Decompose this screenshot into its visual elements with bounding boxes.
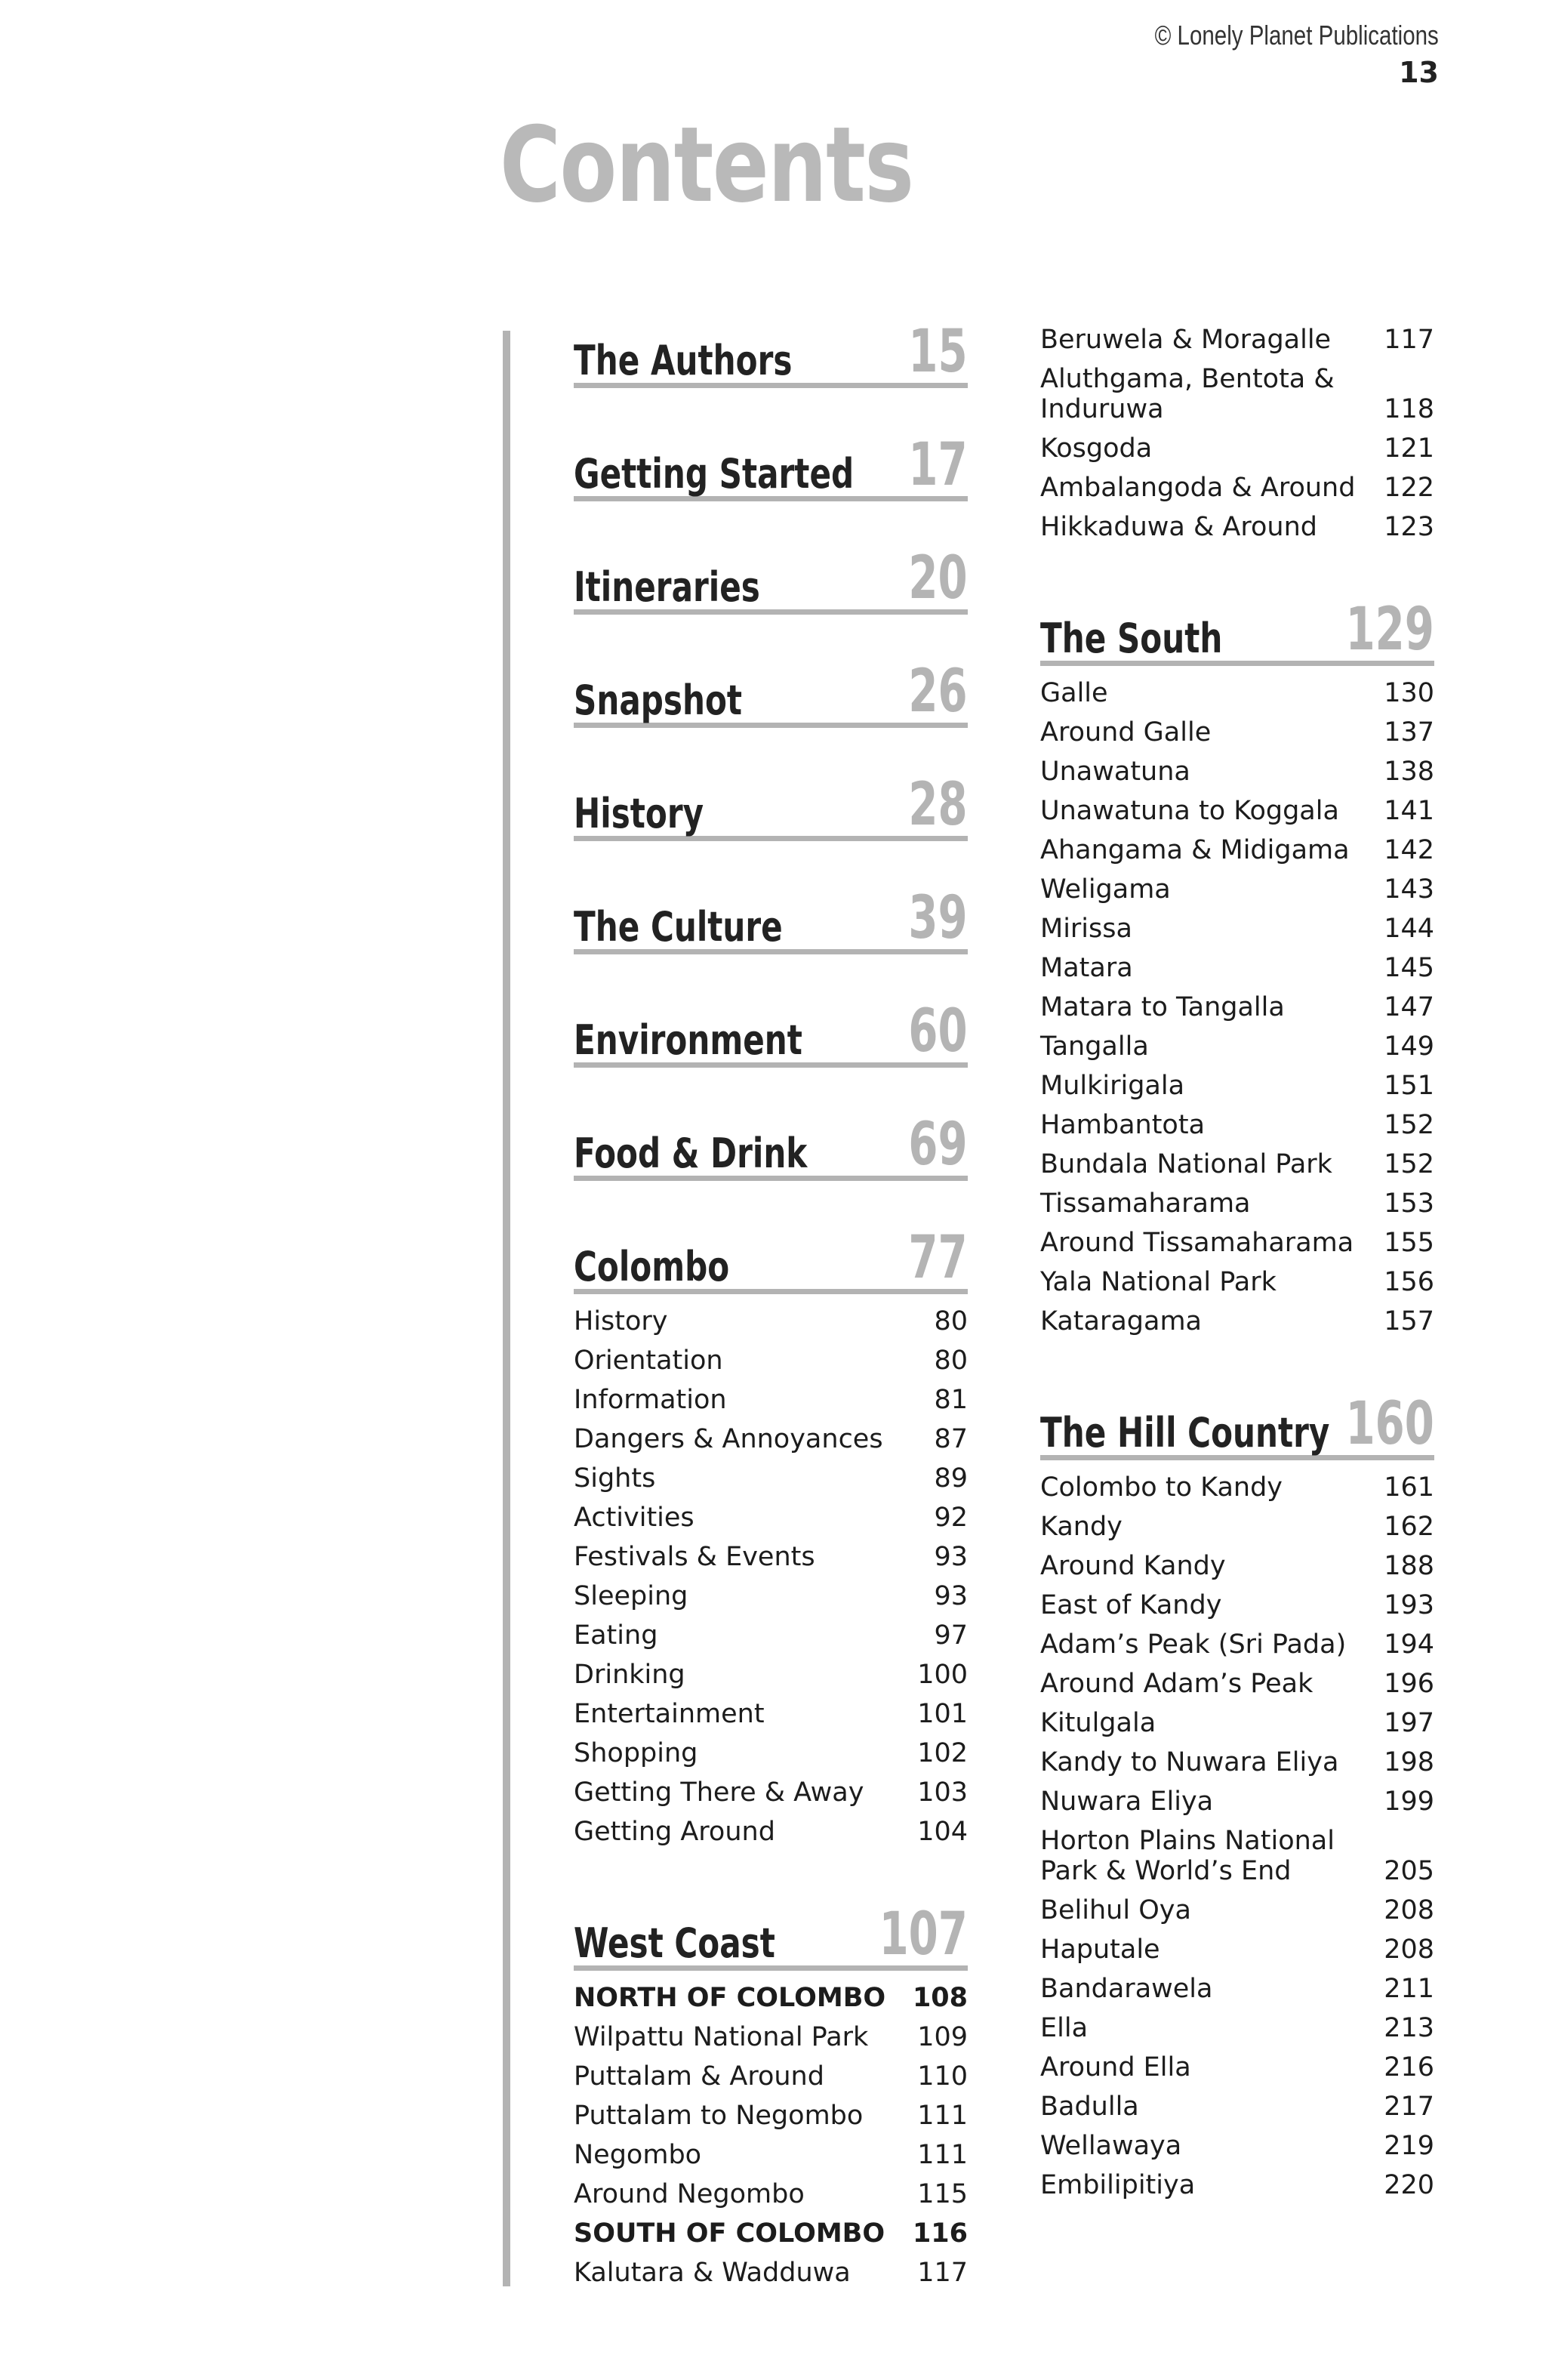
chapter-page-number: 107 — [879, 1901, 968, 1968]
toc-entry[interactable] — [574, 1346, 968, 1376]
entry-label: Around Tissamaharama — [1040, 1228, 1354, 1258]
entry-label: Nuwara Eliya — [1040, 1787, 1214, 1817]
chapter-title: The South — [1040, 615, 1223, 662]
entry-page-number: 220 — [1384, 2170, 1434, 2200]
toc-entry[interactable] — [574, 1385, 968, 1415]
toc-entry[interactable] — [1040, 1110, 1434, 1140]
entry-page-number: 143 — [1384, 874, 1434, 905]
entry-page-number: 145 — [1384, 953, 1434, 983]
entry-label: Unawatuna — [1040, 757, 1190, 787]
entry-page-number: 149 — [1384, 1031, 1434, 1062]
toc-entry[interactable] — [574, 1777, 968, 1808]
toc-entry[interactable] — [1040, 1787, 1434, 1817]
toc-entry[interactable] — [574, 2022, 968, 2052]
chapter-heading[interactable] — [574, 997, 968, 1068]
toc-entry[interactable] — [574, 1660, 968, 1690]
entry-page-number: 205 — [1384, 1856, 1434, 1886]
entry-page-number: 80 — [934, 1306, 968, 1336]
entry-label: Galle — [1040, 678, 1108, 708]
entry-label: Puttalam & Around — [574, 2061, 824, 2092]
entry-label: Kalutara & Wadduwa — [574, 2258, 851, 2288]
spacer — [574, 1294, 968, 1306]
entry-label: Matara to Tangalla — [1040, 992, 1285, 1022]
chapter-title: Itineraries — [574, 563, 760, 611]
entry-label: Horton Plains National Park & World’s End — [1040, 1826, 1335, 1886]
entry-label: Kataragama — [1040, 1306, 1202, 1336]
entry-label: Bandarawela — [1040, 1974, 1213, 2004]
toc-entry[interactable] — [1040, 1895, 1434, 1925]
entry-label: Kitulgala — [1040, 1708, 1156, 1738]
entry-page-number: 123 — [1384, 512, 1434, 542]
spacer — [574, 1971, 968, 1983]
entry-page-number: 217 — [1384, 2092, 1434, 2122]
entry-label: Colombo to Kandy — [1040, 1472, 1283, 1503]
entry-label: NORTH OF COLOMBO — [574, 1983, 886, 2013]
entry-page-number: 93 — [934, 1581, 968, 1611]
toc-entry[interactable] — [1040, 2170, 1434, 2200]
entry-page-number: 153 — [1384, 1188, 1434, 1219]
entry-label: Beruwela & Moragalle — [1040, 325, 1332, 355]
entry-label: Negombo — [574, 2140, 702, 2170]
entry-label: Unawatuna to Koggala — [1040, 796, 1339, 826]
chapter-title: The Authors — [574, 337, 793, 384]
left-column — [574, 318, 968, 2297]
chapter-title: The Hill Country — [1040, 1409, 1330, 1457]
entry-page-number: 80 — [934, 1346, 968, 1376]
entry-label: Mirissa — [1040, 914, 1132, 944]
entry-label: Tangalla — [1040, 1031, 1149, 1062]
entry-page-number: 152 — [1384, 1149, 1434, 1179]
chapter-title: The Culture — [574, 903, 783, 951]
toc-entry[interactable] — [1040, 364, 1434, 424]
entry-label: Yala National Park — [1040, 1267, 1277, 1297]
entry-label: Puttalam to Negombo — [574, 2101, 864, 2131]
toc-entry[interactable] — [1040, 1669, 1434, 1699]
toc-entry[interactable] — [1040, 2052, 1434, 2082]
entry-page-number: 198 — [1384, 1747, 1434, 1777]
entry-page-number: 142 — [1384, 835, 1434, 865]
toc-entry[interactable] — [1040, 914, 1434, 944]
entry-page-number: 157 — [1384, 1306, 1434, 1336]
toc-entry[interactable] — [1040, 1306, 1434, 1336]
entry-label: Kandy — [1040, 1512, 1123, 1542]
chapter-page-number: 129 — [1345, 596, 1434, 664]
entry-label: Kandy to Nuwara Eliya — [1040, 1747, 1339, 1777]
toc-entry[interactable] — [574, 1699, 968, 1729]
toc-entry[interactable] — [574, 1817, 968, 1847]
toc-entry[interactable] — [574, 2179, 968, 2209]
entry-label: Dangers & Annoyances — [574, 1424, 883, 1454]
toc-entry[interactable] — [574, 1581, 968, 1611]
toc-entry[interactable] — [1040, 1935, 1434, 1965]
entry-label: Shopping — [574, 1738, 698, 1768]
entry-label: Haputale — [1040, 1935, 1160, 1965]
entry-page-number: 137 — [1384, 717, 1434, 748]
entry-page-number: 162 — [1384, 1512, 1434, 1542]
spacer — [1040, 1460, 1434, 1472]
chapter-title: Getting Started — [574, 450, 855, 498]
entry-page-number: 161 — [1384, 1472, 1434, 1503]
entry-label: Matara — [1040, 953, 1133, 983]
toc-entry[interactable] — [1040, 953, 1434, 983]
toc-entry[interactable] — [1040, 874, 1434, 905]
entry-label: Around Ella — [1040, 2052, 1191, 2082]
entry-label: Hambantota — [1040, 1110, 1206, 1140]
toc-entry[interactable] — [574, 1542, 968, 1572]
entry-page-number: 101 — [917, 1699, 968, 1729]
entry-label: Drinking — [574, 1660, 685, 1690]
entry-label: East of Kandy — [1040, 1590, 1222, 1620]
entry-page-number: 108 — [912, 1983, 968, 2013]
entry-page-number: 208 — [1384, 1895, 1434, 1925]
entry-label: SOUTH OF COLOMBO — [574, 2218, 885, 2249]
toc-entry[interactable] — [1040, 1551, 1434, 1581]
entry-page-number: 216 — [1384, 2052, 1434, 2082]
toc-entry[interactable] — [1040, 1708, 1434, 1738]
toc-entry[interactable] — [1040, 2092, 1434, 2122]
entry-label: Mulkirigala — [1040, 1071, 1185, 1101]
chapter-page-number: 26 — [908, 658, 968, 726]
toc-entry[interactable] — [574, 1738, 968, 1768]
chapter-heading[interactable] — [574, 884, 968, 954]
chapter-title: Environment — [574, 1016, 802, 1064]
entry-page-number: 199 — [1384, 1787, 1434, 1817]
entry-label: Orientation — [574, 1346, 723, 1376]
toc-entry[interactable] — [1040, 1826, 1434, 1886]
entry-page-number: 151 — [1384, 1071, 1434, 1101]
entry-label: Kosgoda — [1040, 433, 1153, 464]
chapter-title: Food & Drink — [574, 1130, 808, 1177]
toc-entry[interactable] — [574, 1424, 968, 1454]
entry-label: Adam’s Peak (Sri Pada) — [1040, 1629, 1347, 1660]
entry-page-number: 93 — [934, 1542, 968, 1572]
entry-page-number: 103 — [917, 1777, 968, 1808]
entry-page-number: 116 — [912, 2218, 968, 2249]
entry-label: Tissamaharama — [1040, 1188, 1251, 1219]
toc-entry[interactable] — [1040, 1974, 1434, 2004]
entry-label: Ahangama & Midigama — [1040, 835, 1350, 865]
toc-entry[interactable] — [1040, 473, 1434, 503]
entry-label: Around Kandy — [1040, 1551, 1226, 1581]
entry-page-number: 188 — [1384, 1551, 1434, 1581]
toc-entry[interactable] — [1040, 433, 1434, 464]
entry-label: Ambalangoda & Around — [1040, 473, 1356, 503]
right-column — [1040, 325, 1434, 2209]
entry-page-number: 117 — [1384, 325, 1434, 355]
toc-entry[interactable] — [1040, 1149, 1434, 1179]
entry-page-number: 104 — [917, 1817, 968, 1847]
chapter-heading[interactable] — [574, 1224, 968, 1294]
entry-page-number: 141 — [1384, 796, 1434, 826]
entry-page-number: 97 — [934, 1620, 968, 1651]
entry-page-number: 115 — [917, 2179, 968, 2209]
entry-page-number: 102 — [917, 1738, 968, 1768]
chapter-heading[interactable] — [574, 658, 968, 728]
entry-page-number: 144 — [1384, 914, 1434, 944]
toc-entry[interactable] — [1040, 757, 1434, 787]
toc-entry[interactable] — [1040, 1188, 1434, 1219]
entry-page-number: 197 — [1384, 1708, 1434, 1738]
chapter-heading[interactable] — [574, 1111, 968, 1181]
entry-page-number: 193 — [1384, 1590, 1434, 1620]
entry-label: Sights — [574, 1463, 656, 1494]
entry-label: Badulla — [1040, 2092, 1139, 2122]
entry-label: Sleeping — [574, 1581, 688, 1611]
toc-entry[interactable] — [574, 2101, 968, 2131]
entry-label: Aluthgama, Bentota & Induruwa — [1040, 364, 1335, 424]
chapter-title: Snapshot — [574, 677, 743, 724]
entry-page-number: 213 — [1384, 2013, 1434, 2043]
chapter-page-number: 15 — [908, 318, 968, 386]
entry-label: Wellawaya — [1040, 2131, 1182, 2161]
toc-entry[interactable] — [574, 2061, 968, 2092]
entry-label: Information — [574, 1385, 727, 1415]
entry-page-number: 122 — [1384, 473, 1434, 503]
chapter-heading[interactable] — [1040, 1390, 1434, 1460]
toc-entry[interactable] — [1040, 2013, 1434, 2043]
chapter-heading[interactable] — [574, 771, 968, 841]
entry-label: Getting Around — [574, 1817, 775, 1847]
entry-page-number: 147 — [1384, 992, 1434, 1022]
toc-entry[interactable] — [1040, 796, 1434, 826]
entry-page-number: 121 — [1384, 433, 1434, 464]
entry-page-number: 155 — [1384, 1228, 1434, 1258]
toc-entry[interactable] — [1040, 512, 1434, 542]
toc-entry[interactable] — [1040, 1031, 1434, 1062]
entry-page-number: 194 — [1384, 1629, 1434, 1660]
toc-entry[interactable] — [1040, 1629, 1434, 1660]
toc-entry[interactable] — [1040, 1747, 1434, 1777]
toc-entry[interactable] — [574, 1503, 968, 1533]
entry-label: Getting There & Away — [574, 1777, 864, 1808]
entry-label: History — [574, 1306, 668, 1336]
page-number: 13 — [1399, 56, 1439, 89]
entry-page-number: 111 — [917, 2140, 968, 2170]
entry-label: Weligama — [1040, 874, 1171, 905]
chapter-page-number: 17 — [908, 431, 968, 499]
page-title: Contents — [500, 104, 913, 226]
toc-entry[interactable] — [574, 2140, 968, 2170]
toc-entry[interactable] — [1040, 325, 1434, 355]
entry-page-number: 87 — [934, 1424, 968, 1454]
entry-label: Eating — [574, 1620, 658, 1651]
spacer — [1040, 666, 1434, 678]
entry-label: Activities — [574, 1503, 694, 1533]
entry-page-number: 130 — [1384, 678, 1434, 708]
entry-page-number: 118 — [1384, 394, 1434, 424]
toc-entry[interactable] — [1040, 1267, 1434, 1297]
entry-page-number: 152 — [1384, 1110, 1434, 1140]
toc-entry[interactable] — [574, 1620, 968, 1651]
toc-entry[interactable] — [1040, 2131, 1434, 2161]
entry-page-number: 81 — [934, 1385, 968, 1415]
entry-label: Around Galle — [1040, 717, 1212, 748]
chapter-title: Colombo — [574, 1243, 730, 1290]
toc-entry[interactable] — [1040, 1472, 1434, 1503]
toc-entry[interactable] — [574, 1306, 968, 1336]
entry-label: Around Adam’s Peak — [1040, 1669, 1313, 1699]
entry-label: Festivals & Events — [574, 1542, 815, 1572]
entry-page-number: 111 — [917, 2101, 968, 2131]
toc-entry[interactable] — [1040, 835, 1434, 865]
entry-page-number: 156 — [1384, 1267, 1434, 1297]
chapter-heading[interactable] — [1040, 596, 1434, 666]
entry-page-number: 196 — [1384, 1669, 1434, 1699]
entry-label: Belihul Oya — [1040, 1895, 1191, 1925]
toc-entry[interactable] — [1040, 992, 1434, 1022]
toc-entry[interactable] — [1040, 678, 1434, 708]
toc-entry[interactable] — [574, 2258, 968, 2288]
chapter-heading[interactable] — [574, 1901, 968, 1971]
entry-label: Hikkaduwa & Around — [1040, 512, 1317, 542]
chapter-heading[interactable] — [574, 318, 968, 388]
chapter-page-number: 77 — [908, 1224, 968, 1292]
toc-entry[interactable] — [1040, 1512, 1434, 1542]
chapter-page-number: 39 — [908, 884, 968, 952]
entry-label: Bundala National Park — [1040, 1149, 1332, 1179]
section-subheading[interactable] — [574, 2218, 968, 2249]
entry-page-number: 211 — [1384, 1974, 1434, 2004]
publisher-credit: © Lonely Planet Publications — [1154, 20, 1439, 51]
entry-page-number: 109 — [917, 2022, 968, 2052]
chapter-page-number: 160 — [1345, 1390, 1434, 1458]
vertical-rule — [503, 331, 510, 2286]
entry-page-number: 219 — [1384, 2131, 1434, 2161]
chapter-title: West Coast — [574, 1919, 775, 1967]
entry-label: Wilpattu National Park — [574, 2022, 869, 2052]
entry-label: Around Negombo — [574, 2179, 805, 2209]
chapter-heading[interactable] — [574, 544, 968, 615]
toc-entry[interactable] — [1040, 717, 1434, 748]
toc-entry[interactable] — [1040, 1228, 1434, 1258]
chapter-page-number: 60 — [908, 997, 968, 1065]
entry-page-number: 117 — [917, 2258, 968, 2288]
entry-label: Ella — [1040, 2013, 1089, 2043]
chapter-page-number: 20 — [908, 544, 968, 612]
chapter-page-number: 28 — [908, 771, 968, 839]
toc-entry[interactable] — [574, 1463, 968, 1494]
chapter-heading[interactable] — [574, 431, 968, 501]
toc-entry[interactable] — [1040, 1071, 1434, 1101]
entry-page-number: 110 — [917, 2061, 968, 2092]
section-subheading[interactable] — [574, 1983, 968, 2013]
entry-label: Embilipitiya — [1040, 2170, 1196, 2200]
entry-page-number: 138 — [1384, 757, 1434, 787]
entry-label: Entertainment — [574, 1699, 765, 1729]
entry-page-number: 100 — [917, 1660, 968, 1690]
entry-page-number: 208 — [1384, 1935, 1434, 1965]
chapter-title: History — [574, 790, 704, 837]
chapter-page-number: 69 — [908, 1111, 968, 1179]
entry-page-number: 92 — [934, 1503, 968, 1533]
entry-page-number: 89 — [934, 1463, 968, 1494]
toc-entry[interactable] — [1040, 1590, 1434, 1620]
